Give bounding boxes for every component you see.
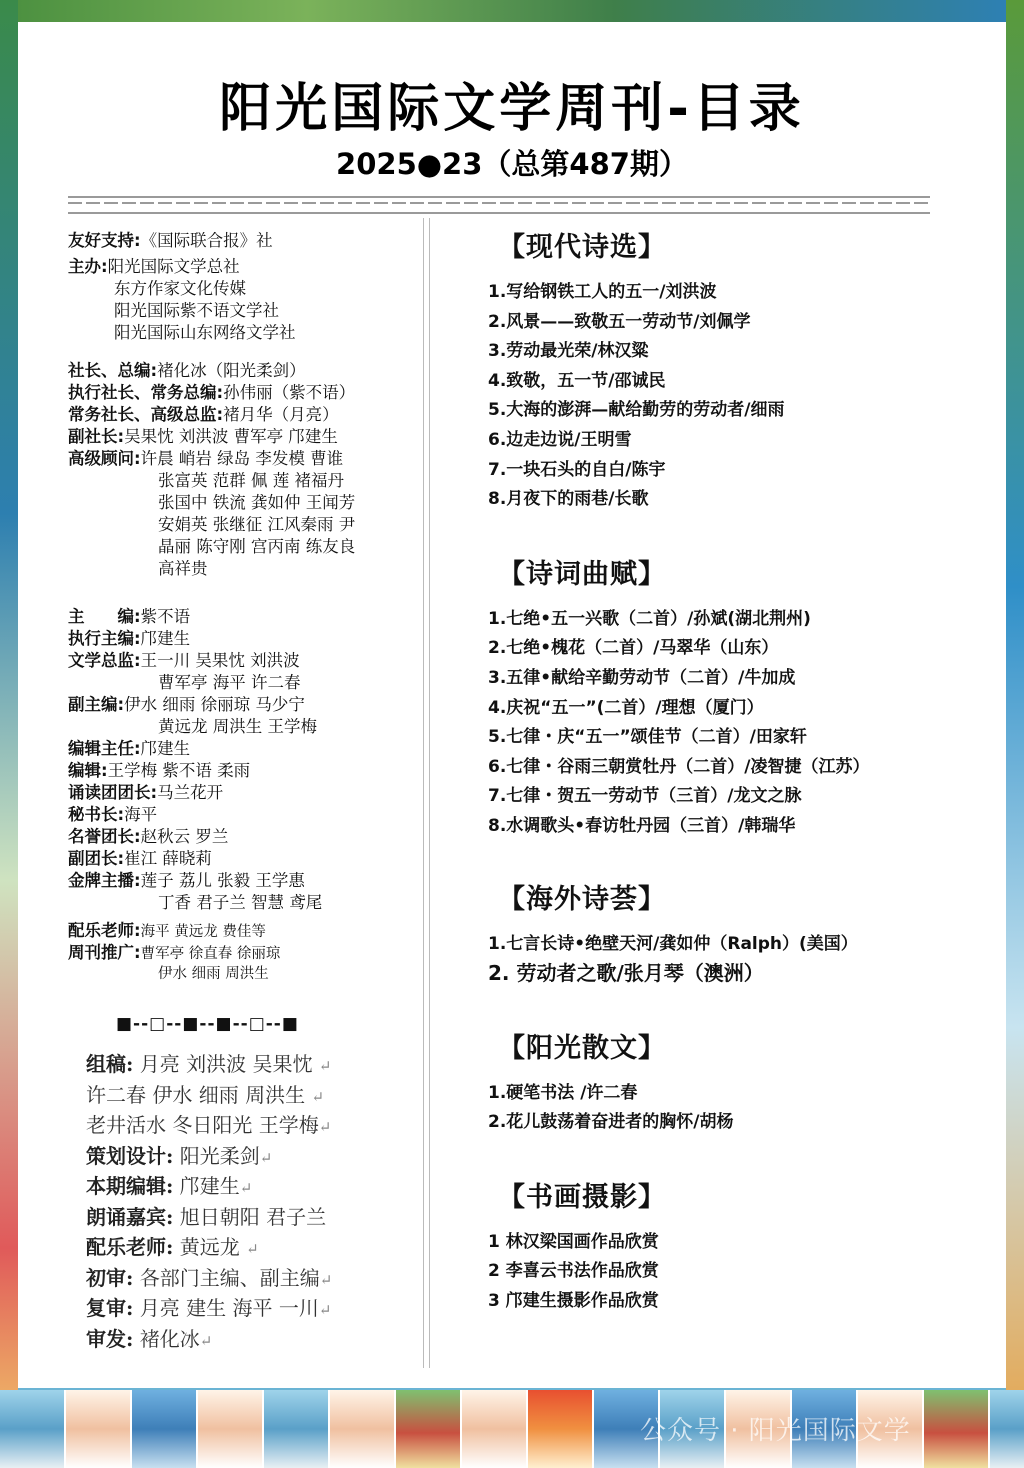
- toc-item: 2.风景——致敬五一劳动节/刘佩学: [488, 311, 751, 332]
- masthead-row: 名誉团长:赵秋云 罗兰: [68, 827, 229, 846]
- masthead-row: 阳光国际紫不语文学社: [114, 301, 279, 320]
- credit-row: 初审: 各部门主编、副主编↵: [86, 1265, 333, 1290]
- masthead-row: 曹军亭 海平 许二春: [158, 673, 301, 692]
- column-divider: [423, 218, 430, 1368]
- section-art-photography: [488, 1178, 948, 1317]
- toc-item: 5.大海的澎湃—献给勤劳的劳动者/细雨: [488, 400, 785, 421]
- toc-item: 5.七律・庆“五一”颂佳节（二首）/田家轩: [488, 727, 807, 748]
- background-right-edge: [1006, 0, 1024, 1468]
- credits-list: [86, 1050, 416, 1355]
- masthead-row: 副主编:伊水 细雨 徐丽琼 马少宁: [68, 695, 305, 714]
- masthead-row: 诵读团团长:马兰花开: [68, 783, 224, 802]
- background-left-edge: [0, 0, 18, 1468]
- credit-row: 复审: 月亮 建生 海平 一川↵: [86, 1296, 332, 1320]
- masthead-row: 东方作家文化传媒: [114, 279, 246, 298]
- toc-item: 3.劳动最光荣/林汉粱: [488, 341, 649, 362]
- masthead-row: 编辑:王学梅 紫不语 柔雨: [68, 761, 251, 780]
- credit-row: 许二春 伊水 细雨 周洪生 ↵: [86, 1082, 325, 1107]
- masthead-row: 张国中 铁流 龚如仲 王闻芳: [158, 493, 356, 512]
- credit-row: 策划设计: 阳光柔剑↵: [86, 1143, 273, 1168]
- masthead-row: 社长、总编:褚化冰（阳光柔剑）: [68, 361, 306, 380]
- credit-row: 老井活水 冬日阳光 王学梅↵: [86, 1113, 332, 1137]
- credit-row: 配乐老师: 黄远龙 ↵: [86, 1235, 259, 1259]
- credit-row: 审发: 褚化冰↵: [86, 1326, 213, 1351]
- thumbnail-image: [132, 1390, 198, 1468]
- toc-item: 7.一块石头的自白/陈宇: [488, 459, 666, 480]
- masthead-list: [68, 230, 418, 984]
- masthead-row: 秘书长:海平: [68, 805, 158, 824]
- toc-item: 1 林汉梁国画作品欣赏: [488, 1231, 659, 1252]
- masthead-row: 高祥贵: [158, 559, 208, 578]
- header-divider: [68, 196, 930, 214]
- toc-item: 2 李喜云书法作品欣赏: [488, 1261, 659, 1282]
- masthead-row: 文学总监:王一川 吴果忱 刘洪波: [68, 651, 300, 670]
- masthead-row: 常务社长、高级总监:褚月华（月亮）: [68, 405, 339, 424]
- credit-row: 朗诵嘉宾: 旭日朝阳 君子兰: [86, 1204, 327, 1229]
- toc-item: 2.七绝•槐花（二首）/马翠华（山东）: [488, 638, 779, 659]
- masthead-row: 张富英 范群 佩 莲 褚福丹: [158, 471, 344, 490]
- toc-item: 8.月夜下的雨巷/长歌: [488, 489, 649, 510]
- credit-row: 组稿: 月亮 刘洪波 吴果忱 ↵: [86, 1052, 332, 1076]
- toc-item: 3 邝建生摄影作品欣赏: [488, 1291, 659, 1312]
- page-title: 阳光国际文学周刊-目录: [219, 79, 805, 139]
- ornament-separator: ■--□--■--■--□--■: [116, 1014, 299, 1034]
- masthead-row: 黄远龙 周洪生 王学梅: [158, 717, 317, 736]
- masthead-row: 编辑主任:邝建生: [68, 739, 191, 758]
- toc-item: 3.五律•献给辛勤劳动节（二首）/牛加成: [488, 667, 796, 688]
- section-title: 【海外诗荟】: [498, 883, 666, 915]
- masthead-row: 伊水 细雨 周洪生: [158, 966, 269, 982]
- masthead-row: 周刊推广:曹军亭 徐直春 徐丽琼: [68, 943, 281, 962]
- masthead-row: 主办:阳光国际文学总社: [68, 257, 240, 276]
- section-classical-poetry: [488, 555, 948, 842]
- masthead-row: 金牌主播:莲子 荔儿 张毅 王学惠: [68, 871, 305, 890]
- thumbnail-image: [264, 1390, 330, 1468]
- thumbnail-image: [462, 1390, 528, 1468]
- toc-item: 2.花儿鼓荡着奋进者的胸怀/胡杨: [488, 1112, 734, 1133]
- thumbnail-image: [924, 1390, 990, 1468]
- toc-item: 6.七律・谷雨三朝赏牡丹（二首）/凌智捷（江苏）: [488, 756, 870, 777]
- toc-item: 2. 劳动者之歌/张月琴（澳洲）: [488, 961, 764, 986]
- section-prose: [488, 1029, 948, 1138]
- thumbnail-image: [396, 1390, 462, 1468]
- toc-item: 1.写给钢铁工人的五一/刘洪波: [488, 282, 717, 302]
- toc-item: 4.庆祝“五一”(二首）/理想（厦门）: [488, 697, 764, 718]
- section-title: 【书画摄影】: [498, 1181, 666, 1213]
- background-top-edge: [0, 0, 1024, 22]
- masthead-row: 副社长:吴果忱 刘洪波 曹军亭 邝建生: [68, 427, 338, 446]
- masthead-row: 阳光国际山东网络文学社: [114, 323, 296, 342]
- section-title: 【诗词曲赋】: [498, 558, 666, 590]
- section-title: 【阳光散文】: [498, 1032, 666, 1064]
- thumbnail-image: [66, 1390, 132, 1468]
- masthead-row: 执行主编:邝建生: [68, 629, 191, 648]
- masthead-row: 执行社长、常务总编:孙伟丽（紫不语）: [68, 383, 356, 402]
- toc-item: 4.致敬，五一节/邵诚民: [488, 370, 666, 391]
- masthead-row: 安娟英 张继征 江风秦雨 尹: [158, 515, 356, 534]
- thumbnail-image: [528, 1390, 594, 1468]
- thumbnail-image: [0, 1390, 66, 1468]
- toc-item: 1.硬笔书法 /许二春: [488, 1082, 638, 1103]
- section-title: 【现代诗选】: [498, 232, 666, 263]
- masthead-row: 丁香 君子兰 智慧 鸢尾: [158, 893, 323, 912]
- masthead-row: 配乐老师:海平 黄远龙 费佳等: [68, 921, 266, 940]
- masthead-row: 友好支持:《国际联合报》社: [68, 231, 273, 250]
- section-modern-poetry: [488, 228, 948, 515]
- masthead-row: 晶丽 陈守刚 宫丙南 练友良: [158, 537, 356, 556]
- thumbnail-image: [198, 1390, 264, 1468]
- toc-item: 1.七言长诗•绝壁天河/龚如仲（Ralph）(美国）: [488, 933, 858, 954]
- toc-item: 8.水调歌头•春访牡丹园（三首）/韩瑞华: [488, 815, 796, 836]
- issue-number: 2025●23（总第487期）: [336, 147, 688, 181]
- section-overseas-poetry: [488, 880, 948, 989]
- thumbnail-image: [330, 1390, 396, 1468]
- toc-item: 7.七律・贺五一劳动节（三首）/龙文之脉: [488, 786, 802, 807]
- masthead-row: 高级顾问:许晨 峭岩 绿岛 李发模 曹谁: [68, 449, 344, 468]
- thumbnail-image: [990, 1390, 1024, 1468]
- toc-item: 6.边走边说/王明雪: [488, 429, 632, 450]
- wechat-watermark: 公众号 · 阳光国际文学: [640, 1416, 911, 1446]
- credit-row: 本期编辑: 邝建生↵: [86, 1174, 253, 1198]
- masthead-row: 副团长:崔江 薛晓莉: [68, 849, 212, 868]
- toc-item: 1.七绝•五一兴歌（二首）/孙斌(湖北荆州): [488, 608, 811, 629]
- table-of-contents: [488, 228, 948, 1317]
- masthead-row: 主 编:紫不语: [68, 607, 191, 626]
